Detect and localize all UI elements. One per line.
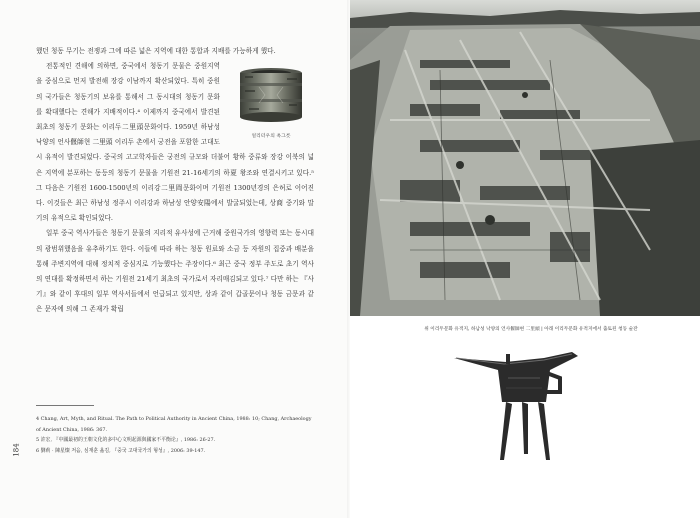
- body-text: [36, 44, 314, 318]
- footnote-6: 6 劉莉 · 陳星燦 저음, 심재훈 옮김, 『중국 고대국가의 형성』, 2006: 39-147.: [36, 447, 206, 454]
- footnote-5: 5 許宏, 『中國最初的王朝文化的多中心文明起源與國家不平衡论』, 1986: 26-27.: [36, 437, 216, 443]
- jade-vessel-caption: 얼리터우의 옥그릇: [251, 134, 291, 140]
- paragraph-3: 일부 중국 역사가들은 청동기 문물의 지리적 유사성에 근거해 중원국가의 영향력 또는 동시대의 광범위했음을 유추하기도 한다. 이들에 따라 하는 청동 원료와 소금 등 자원의 집중과 배분을 통해 주변지역에 대해 정치적 중심지로 기능했다는 주장이다.⁶ 최근 중국 정부 주도로 초기 역사의 연대를 확정하면서 하는 기원전 21세기 최초의 국가로서 자리매김되고 있다.⁷ 다만 하는 『사기』와 같이 후대의 일부 역사서들에서 언급되고 있지만, 상과 같이 갑골문이나 청동 금문과 같은 문자에 의해 그 존재가 확립: [36, 229, 314, 314]
- excavation-site-image: [350, 0, 700, 316]
- photo-caption: 위 이리두문화 유적지, 하남성 낙양의 언사偃師현 二里頭 | 아래 이리두문화 유적지에서 출토된 청동 술잔: [424, 327, 638, 332]
- excavation-site-photo: [350, 0, 700, 316]
- footnote-4: 4 Chang, Art, Myth, and Ritual. The Path to Political Authority in Ancient China, 1988: 10; Chang, Archaeology of Ancient China, 1986: 367.: [36, 416, 312, 433]
- jade-vessel-figure: [228, 65, 314, 141]
- footnote-divider: [36, 405, 94, 406]
- bronze-jue-vessel: [448, 348, 598, 466]
- jade-vessel-image: [231, 65, 311, 127]
- footnotes: [36, 414, 312, 456]
- paragraph-2: 전통적인 견해에 의하면, 중국에서 청동기 문물은 중원지역을 중심으로 먼저 발전해 장강 이남까지 확산되었다. 특히 중원의 국가들은 청동기의 보유를 통해서 그 동시대의 청동기 문화를 확대했다는 견해가 지배적이다.⁴ 이제까지 중국에서 발견된 최초의 청동기 문화는 이리두二里頭문화이다. 1959년 하남성 낙양의 언사偃師현 二里頭 이리두 촌에서 궁전을 포함한 고대도시 유적이 발견되었다. 중국의 고고학자들은 궁전의 규모와 더불어 황하 중류와 장강 이북의 넓은 지역에 분포하는 동등의 청동기 문물을 기원전 21-16세기의 하夏 왕조와 연결시키고 있다.⁵ 그 다음은 기원전 1600-1500년의 이리강二里岡문화이며 기원전 1300년경의 은허로 이어진다. 이것들은 최근 하남성 정주시 이리강과 하남성 안양安陽에서 발굴되었는데, 상商 중기와 말기의 유적으로 확인되었다.: [36, 62, 314, 223]
- page-number: 184: [12, 443, 21, 457]
- paragraph-1: 했던 청동 무기는 전쟁과 그에 따른 넓은 지역에 대한 통합과 지배를 가능하게 했다.: [36, 47, 276, 55]
